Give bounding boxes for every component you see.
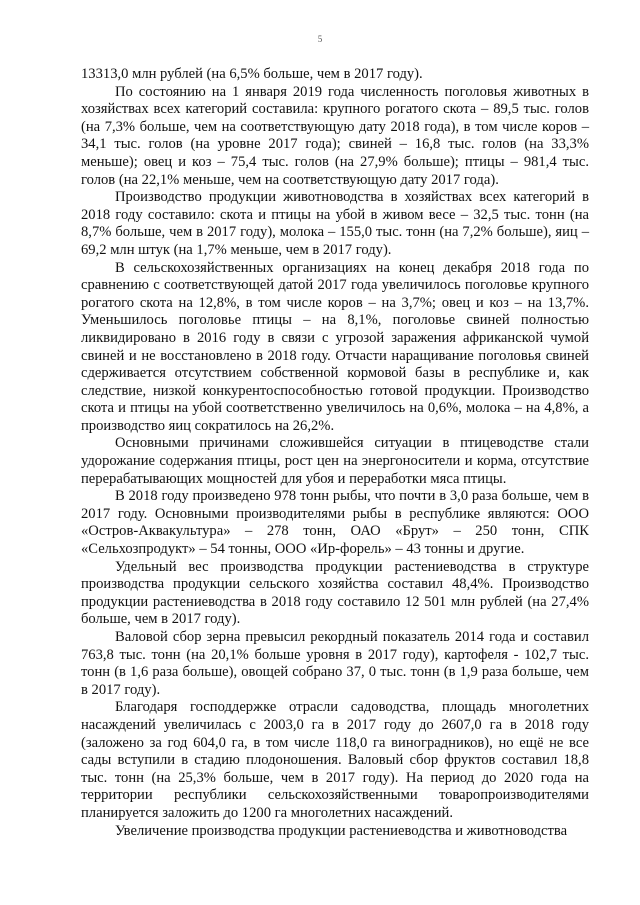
paragraph-fish-production: В 2018 году произведено 978 тонн рыбы, что почти в 3,0 раза больше, чем в 2017 году. Основными производителями рыбы в республике являются: ООО «Остров-Аквакультура» – 278 тонн, ОАО «Брут» – 250 тонн, СПК «Сельхозпродукт» – 54 тонны, ООО «Ир-форель» – 43 тонны и другие. [81, 488, 589, 558]
paragraph-livestock-population: По состоянию на 1 января 2019 года численность поголовья животных в хозяйствах всех категорий составила: крупного рогатого скота – 89,5 тыс. голов (на 7,3% больше, чем на соответствующую дату 2018 года), в том числе коров – 34,1 тыс. голов (на уровне 2017 года); свиней – 16,8 тыс. голов (на 33,3% меньше); овец и коз – 75,4 тыс. голов (на 27,9% больше); птицы – 981,4 тыс. голов (на 22,1% меньше, чем на соответствующую дату 2017 года). [81, 83, 589, 188]
paragraph-grain-harvest: Валовой сбор зерна превысил рекордный показатель 2014 года и составил 763,8 тыс. тонн (на 20,1% больше уровня в 2017 году), картофеля - 102,7 тыс. тонн (в 1,6 раза больше), овощей собрано 37, 0 тыс. тонн (в 1,9 раза больше, чем в 2017 году). [81, 629, 589, 698]
paragraph-agricultural-organizations: В сельскохозяйственных организациях на конец декабря 2018 года по сравнению с соответствующей датой 2017 года увеличилось поголовье крупного рогатого скота на 12,8%, в том числе коров – на 3,7%; овец и коз – на 13,7%. Уменьшилось поголовье птицы – на 8,1%, поголовье свиней полностью ликвидировано в 2016 году в связи с угрозой заражения африканской чумой свиней и не восстановлено в 2018 году. Отчасти наращивание поголовья свиней сдерживается отсутствием собственной кормовой базы в республике и, как следствие, низкой конкурентоспособностью готовой продукции. Производство скота и птицы на убой соответственно увеличилось на 0,6%, молока – на 4,8%, а производство яиц сократилось на 26,2%. [81, 259, 589, 434]
page-number: 5 [317, 34, 323, 44]
paragraph-horticulture: Благодаря господдержке отрасли садоводства, площадь многолетних насаждений увеличилась с 2003,0 га в 2017 году до 2607,0 га в 2018 году (заложено за год 604,0 га, в том числе 118,0 га виноградников), но ещё не все сады вступили в стадию плодоношения. Валовый сбор фруктов составил 18,8 тыс. тонн (на 25,3% больше, чем в 2017 году). На период до 2020 года на территории республики сельскохозяйственными товаропроизводителями планируется заложить до 1200 га многолетних насаждений. [81, 699, 589, 821]
paragraph-livestock-production: Производство продукции животноводства в хозяйствах всех категорий в 2018 году составило: скота и птицы на убой в живом весе – 32,5 тыс. тонн (на 8,7% больше, чем в 2017 году), молока – 155,0 тыс. тонн (на 7,2% больше), яиц – 69,2 млн штук (на 1,7% меньше, чем в 2017 году). [81, 189, 589, 258]
paragraph-poultry-reasons: Основными причинами сложившейся ситуации в птицеводстве стали удорожание содержания птицы, рост цен на энергоносители и корма, отсутствие перерабатывающих мощностей для убоя и переработки мяса птицы. [81, 435, 589, 487]
paragraph-continuation: 13313,0 млн рублей (на 6,5% больше, чем в 2017 году). [81, 66, 423, 82]
paragraph-production-increase: Увеличение производства продукции растениеводства и животноводства [115, 822, 568, 839]
document-body [81, 66, 589, 840]
paragraph-crop-share: Удельный вес производства продукции растениеводства в структуре производства продукции сельского хозяйства составил 48,4%. Производство продукции растениеводства в 2018 году составило 12 501 млн рублей (на 27,4% больше, чем в 2017 году). [81, 558, 589, 628]
